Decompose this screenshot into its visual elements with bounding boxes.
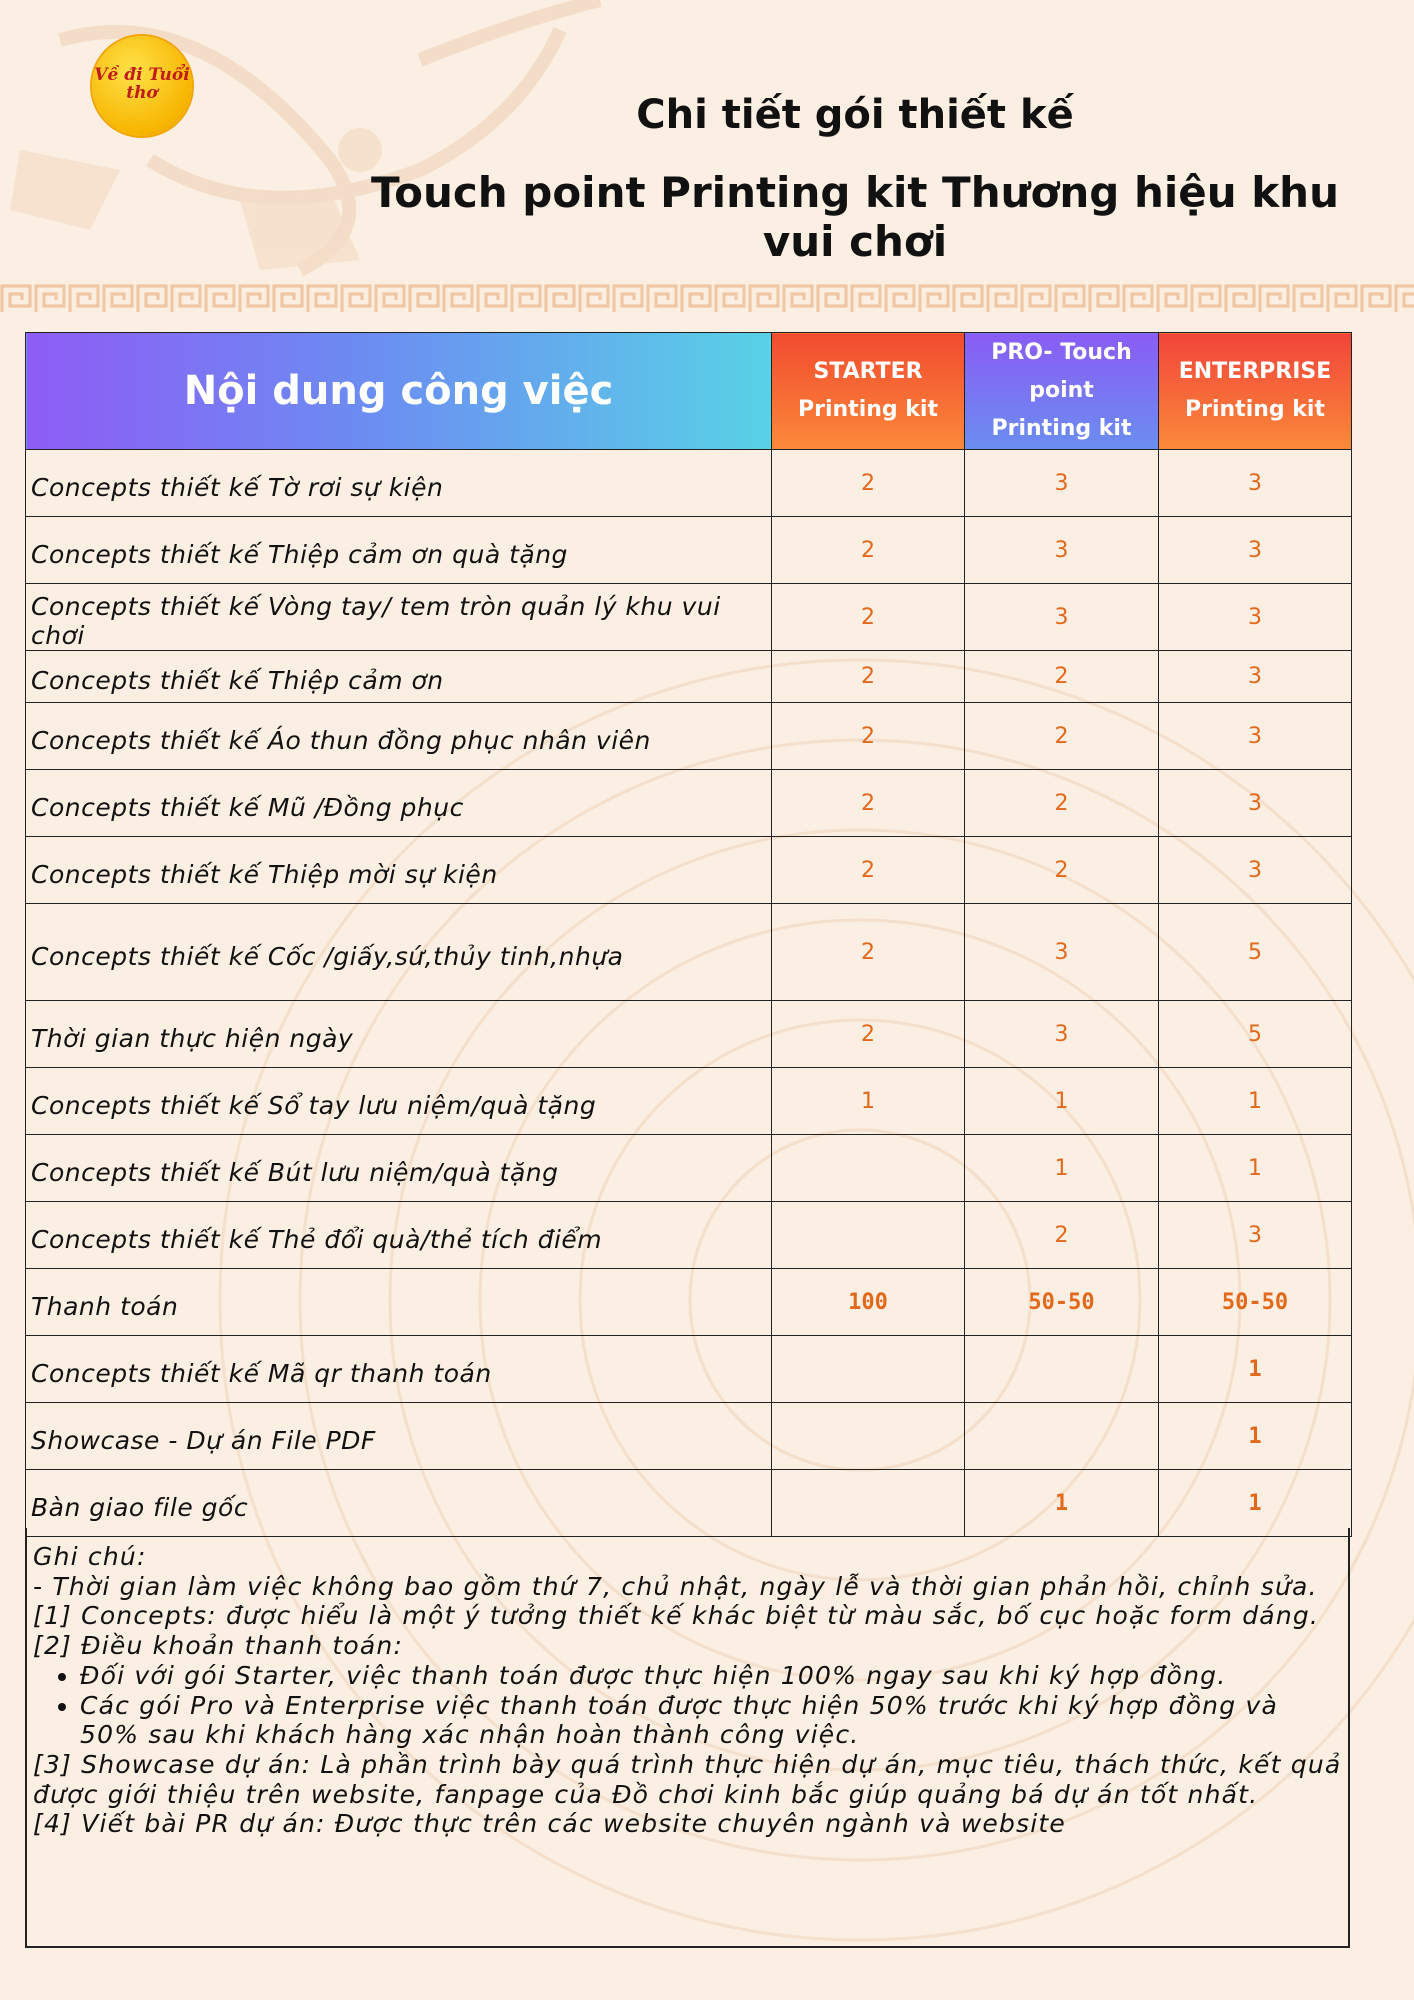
page-subtitle: Touch point Printing kit Thương hiệu khu vui chơi (371, 168, 1339, 266)
starter-value: 1 (772, 1068, 965, 1135)
enterprise-value: 3 (1159, 1202, 1352, 1269)
starter-value (772, 1403, 965, 1470)
starter-value: 2 (772, 837, 965, 904)
row-label: Concepts thiết kế Thiệp cảm ơn (26, 651, 772, 703)
row-label: Thanh toán (26, 1269, 772, 1336)
row-label: Concepts thiết kế Thẻ đổi quà/thẻ tích điểm (26, 1202, 772, 1269)
starter-value (772, 1202, 965, 1269)
row-label: Thời gian thực hiện ngày (26, 1001, 772, 1068)
starter-value: 2 (772, 517, 965, 584)
enterprise-value: 3 (1159, 837, 1352, 904)
starter-value: 2 (772, 584, 965, 651)
starter-value: 2 (772, 1001, 965, 1068)
starter-value (772, 1135, 965, 1202)
starter-value: 100 (772, 1269, 965, 1336)
enterprise-value: 50-50 (1159, 1269, 1352, 1336)
enterprise-value: 1 (1159, 1135, 1352, 1202)
list-item: • Đối với gói Starter, việc thanh toán được thực hiện 100% ngay sau khi ký hợp đồng. (80, 1661, 1342, 1691)
notes-heading: Ghi chú: (33, 1542, 147, 1571)
pro-title: PRO- Touch point (991, 340, 1132, 403)
table-row (26, 1135, 1352, 1202)
table-row (26, 1470, 1352, 1537)
payment-terms-list (33, 1661, 1342, 1750)
enterprise-value: 1 (1159, 1336, 1352, 1403)
pro-subtitle: Printing kit (991, 416, 1132, 441)
pro-value: 3 (965, 450, 1159, 517)
pro-value: 2 (965, 1202, 1159, 1269)
starter-value: 2 (772, 450, 965, 517)
logo-text: Về đi Tuổi thơ (94, 65, 190, 103)
enterprise-value: 1 (1159, 1403, 1352, 1470)
table-row (26, 904, 1352, 1001)
row-label: Concepts thiết kế Bút lưu niệm/quà tặng (26, 1135, 772, 1202)
table-row (26, 703, 1352, 770)
row-label: Concepts thiết kế Sổ tay lưu niệm/quà tặng (26, 1068, 772, 1135)
pro-value: 3 (965, 904, 1159, 1001)
pro-value: 3 (965, 1001, 1159, 1068)
starter-value: 2 (772, 904, 965, 1001)
starter-title: STARTER (813, 359, 923, 384)
pro-value: 2 (965, 703, 1159, 770)
row-label: Showcase - Dự án File PDF (26, 1403, 772, 1470)
pro-value: 3 (965, 584, 1159, 651)
column-header-enterprise (1159, 333, 1352, 450)
column-header-content: Nội dung công việc (26, 333, 772, 450)
starter-value: 2 (772, 651, 965, 703)
enterprise-value: 3 (1159, 770, 1352, 837)
enterprise-title: ENTERPRISE (1178, 359, 1332, 384)
column-header-pro (965, 333, 1159, 450)
row-label: Concepts thiết kế Cốc /giấy,sứ,thủy tinh,nhựa (26, 904, 772, 1001)
enterprise-value: 5 (1159, 1001, 1352, 1068)
pro-value: 2 (965, 837, 1159, 904)
note-pr: [4] Viết bài PR dự án: Được thực trên các website chuyên ngành và website (33, 1809, 1066, 1839)
row-label: Concepts thiết kế Vòng tay/ tem tròn quản lý khu vui chơi (26, 584, 772, 651)
list-item: • Các gói Pro và Enterprise việc thanh toán được thực hiện 50% trước khi ký hợp đồng và 50% sau khi khách hàng xác nhận hoàn thành công việc. (80, 1691, 1342, 1750)
pro-value (965, 1403, 1159, 1470)
pro-value: 50-50 (965, 1269, 1159, 1336)
row-label: Concepts thiết kế Áo thun đồng phục nhân viên (26, 703, 772, 770)
page-title: Chi tiết gói thiết kế (636, 92, 1074, 138)
starter-value (772, 1470, 965, 1537)
starter-value (772, 1336, 965, 1403)
pro-value: 1 (965, 1470, 1159, 1537)
row-label: Bàn giao file gốc (26, 1470, 772, 1537)
enterprise-value: 1 (1159, 1470, 1352, 1537)
pro-value: 3 (965, 517, 1159, 584)
pro-value (965, 1336, 1159, 1403)
note-payment-terms: [2] Điều khoản thanh toán: (33, 1631, 404, 1661)
pro-value: 2 (965, 770, 1159, 837)
enterprise-value: 3 (1159, 703, 1352, 770)
row-label: Concepts thiết kế Tờ rơi sự kiện (26, 450, 772, 517)
pro-value: 1 (965, 1068, 1159, 1135)
notes-section (25, 1528, 1350, 1948)
row-label: Concepts thiết kế Thiệp cảm ơn quà tặng (26, 517, 772, 584)
note-showcase: [3] Showcase dự án: Là phần trình bày quá trình thực hiện dự án, mục tiêu, thách thức, kết quả được giới thiệu trên website, fanpage của Đồ chơi kinh bắc giúp quảng bá dự án tốt nhất. (33, 1749, 1342, 1809)
starter-subtitle: Printing kit (798, 397, 938, 422)
row-label: Concepts thiết kế Thiệp mời sự kiện (26, 837, 772, 904)
pro-value: 1 (965, 1135, 1159, 1202)
table-row (26, 1269, 1352, 1336)
row-label: Concepts thiết kế Mũ /Đồng phục (26, 770, 772, 837)
table-row (26, 1403, 1352, 1470)
column-header-starter (772, 333, 965, 450)
enterprise-value: 5 (1159, 904, 1352, 1001)
brand-logo (92, 36, 192, 136)
table-row (26, 1068, 1352, 1135)
row-label: Concepts thiết kế Mã qr thanh toán (26, 1336, 772, 1403)
enterprise-value: 3 (1159, 517, 1352, 584)
table-row (26, 584, 1352, 651)
enterprise-subtitle: Printing kit (1185, 397, 1325, 422)
note-working-time: - Thời gian làm việc không bao gồm thứ 7, chủ nhật, ngày lễ và thời gian phản hồi, chỉnh sửa. (33, 1571, 1318, 1601)
greek-key-border (0, 282, 1414, 316)
note-concepts: [1] Concepts: được hiểu là một ý tưởng thiết kế khác biệt từ màu sắc, bố cục hoặc form dáng. (33, 1601, 1320, 1631)
starter-value: 2 (772, 770, 965, 837)
package-table (25, 332, 1352, 1537)
table-row (26, 770, 1352, 837)
table-row (26, 837, 1352, 904)
table-row (26, 651, 1352, 703)
pro-value: 2 (965, 651, 1159, 703)
table-row (26, 517, 1352, 584)
table-row (26, 1001, 1352, 1068)
enterprise-value: 3 (1159, 651, 1352, 703)
table-row (26, 450, 1352, 517)
enterprise-value: 3 (1159, 450, 1352, 517)
enterprise-value: 3 (1159, 584, 1352, 651)
starter-value: 2 (772, 703, 965, 770)
enterprise-value: 1 (1159, 1068, 1352, 1135)
table-row (26, 1202, 1352, 1269)
table-row (26, 1336, 1352, 1403)
